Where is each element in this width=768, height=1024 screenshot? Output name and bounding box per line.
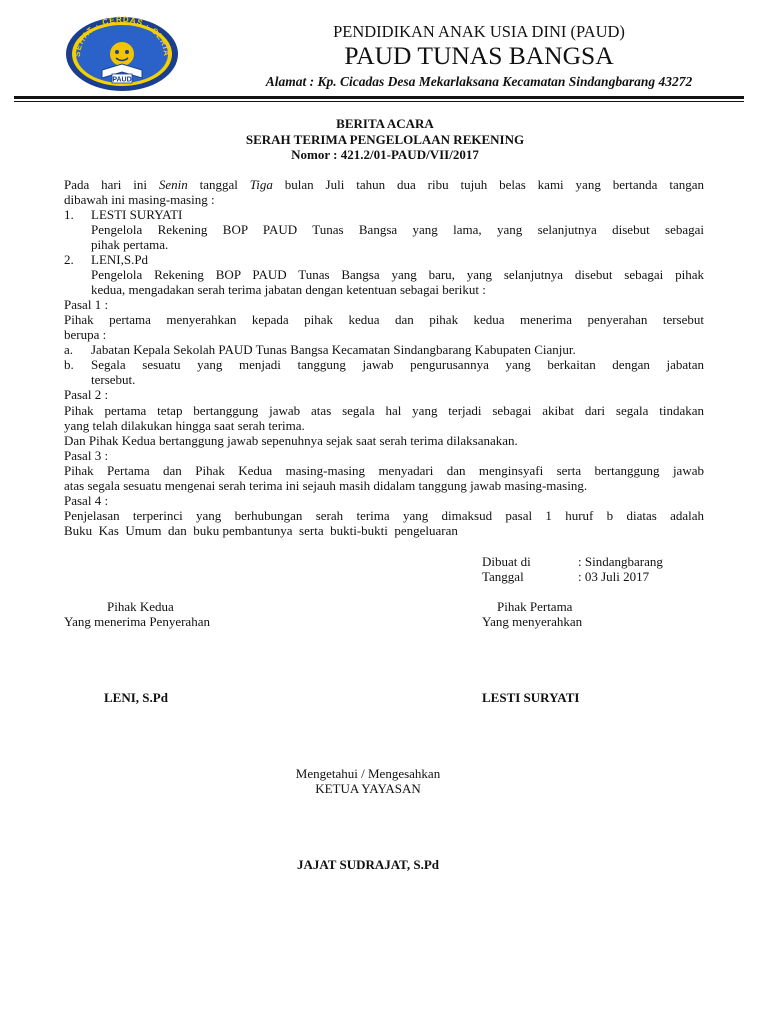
party2-name: LENI,S.Pd	[91, 252, 149, 267]
party2-number: 2.	[64, 252, 74, 267]
intro-paragraph: Pada hari ini Senin tanggal Tiga bulan Juli tahun dua ribu tujuh belas kami yang bertanda tangan	[64, 177, 704, 192]
approver-name: JAJAT SUDRAJAT, S.Pd	[296, 857, 440, 872]
party2-desc: Pengelola Rekening BOP PAUD Tunas Bangsa yang baru, yang selanjutnya disebut sebagai pihak	[91, 267, 704, 282]
logo-badge: PAUD	[112, 76, 132, 84]
header-divider-thin	[14, 101, 744, 102]
date-value: : 03 Juli 2017	[578, 569, 650, 584]
place-label: Dibuat di	[482, 554, 531, 569]
header-school-name: PAUD TUNAS BANGSA	[344, 41, 614, 70]
pasal2-text: Pihak pertama tetap bertanggung jawab atas segala hal yang terjadi sebagai akibat dari segala tindakan	[64, 403, 704, 418]
pasal1-text-2: berupa :	[64, 327, 107, 342]
pasal2-label: Pasal 2 :	[64, 387, 109, 402]
school-logo	[62, 12, 182, 92]
pasal3-text: Pihak Pertama dan Pihak Kedua masing-masing menyadari dan menginsyafi serta bertanggung jawab	[64, 463, 704, 478]
pasal1-label: Pasal 1 :	[64, 297, 109, 312]
pasal1-item-a: Jabatan Kepala Sekolah PAUD Tunas Bangsa Kecamatan Sindangbarang Kabupaten Cianjur.	[91, 342, 576, 357]
pasal4-text-2: Buku Kas Umum dan buku pembantunya serta bukti-bukti pengeluaran	[64, 523, 458, 538]
pasal3-text-2: atas segala sesuatu mengenai serah terima ini sejauh masih didalam tanggung jawab masing-masing.	[64, 478, 588, 493]
pasal4-text: Penjelasan terperinci yang berhubungan serah terima yang dimaksud pasal 1 huruf b diatas adalah	[64, 508, 704, 523]
doc-title: BERITA ACARA	[336, 116, 434, 131]
right-signer-subtitle: Yang menyerahkan	[482, 614, 583, 629]
party1-name: LESTI SURYATI	[91, 207, 183, 222]
pasal2-text-2: yang telah dilakukan hingga saat serah terima.	[64, 418, 305, 433]
left-signer-role: Pihak Kedua	[107, 599, 174, 614]
pasal1-text: Pihak pertama menyerahkan kepada pihak kedua dan pihak kedua menerima penyerahan tersebut	[64, 312, 704, 327]
approval-label: Mengetahui / Mengesahkan	[295, 766, 441, 781]
day-date: Tiga	[249, 177, 273, 192]
pasal2-text-3: Dan Pihak Kedua bertanggung jawab sepenuhnya sejak saat serah terima dilaksanakan.	[64, 433, 518, 448]
approval-title: KETUA YAYASAN	[315, 781, 421, 796]
doc-subtitle: SERAH TERIMA PENGELOLAAN REKENING	[245, 132, 525, 147]
pasal1-item-a-marker: a.	[64, 342, 74, 357]
doc-number: Nomor : 421.2/01-PAUD/VII/2017	[291, 147, 479, 162]
day-name: Senin	[158, 177, 188, 192]
right-signer-role: Pihak Pertama	[497, 599, 573, 614]
header-address: Alamat : Kp. Cicadas Desa Mekarlaksana Kecamatan Sindangbarang 43272	[265, 74, 693, 89]
party1-desc: Pengelola Rekening BOP PAUD Tunas Bangsa yang lama, yang selanjutnya disebut sebagai	[91, 222, 704, 237]
header-divider-thick	[14, 96, 744, 99]
party1-desc-2: pihak pertama.	[91, 237, 169, 252]
place-value: : Sindangbarang	[578, 554, 663, 569]
left-signer-subtitle: Yang menerima Penyerahan	[64, 614, 210, 629]
pasal1-item-b: Segala sesuatu yang menjadi tanggung jawab pengurusannya yang berkaitan dengan jabatan	[91, 357, 704, 372]
pasal4-label: Pasal 4 :	[64, 493, 109, 508]
pasal3-label: Pasal 3 :	[64, 448, 109, 463]
pasal1-item-b-marker: b.	[64, 357, 74, 372]
left-signer-name: LENI, S.Pd	[104, 690, 168, 705]
party2-desc-2: kedua, mengadakan serah terima jabatan dengan ketentuan sebagai berikut :	[91, 282, 486, 297]
header-organization: PENDIDIKAN ANAK USIA DINI (PAUD)	[333, 22, 625, 41]
party1-number: 1.	[64, 207, 74, 222]
intro-line-2: dibawah ini masing-masing :	[64, 192, 215, 207]
right-signer-name: LESTI SURYATI	[482, 690, 580, 705]
date-label: Tanggal	[482, 569, 524, 584]
pasal1-item-b-2: tersebut.	[91, 372, 136, 387]
logo-arc-text: SEHAT · CERDAS · CERIA	[72, 14, 172, 58]
